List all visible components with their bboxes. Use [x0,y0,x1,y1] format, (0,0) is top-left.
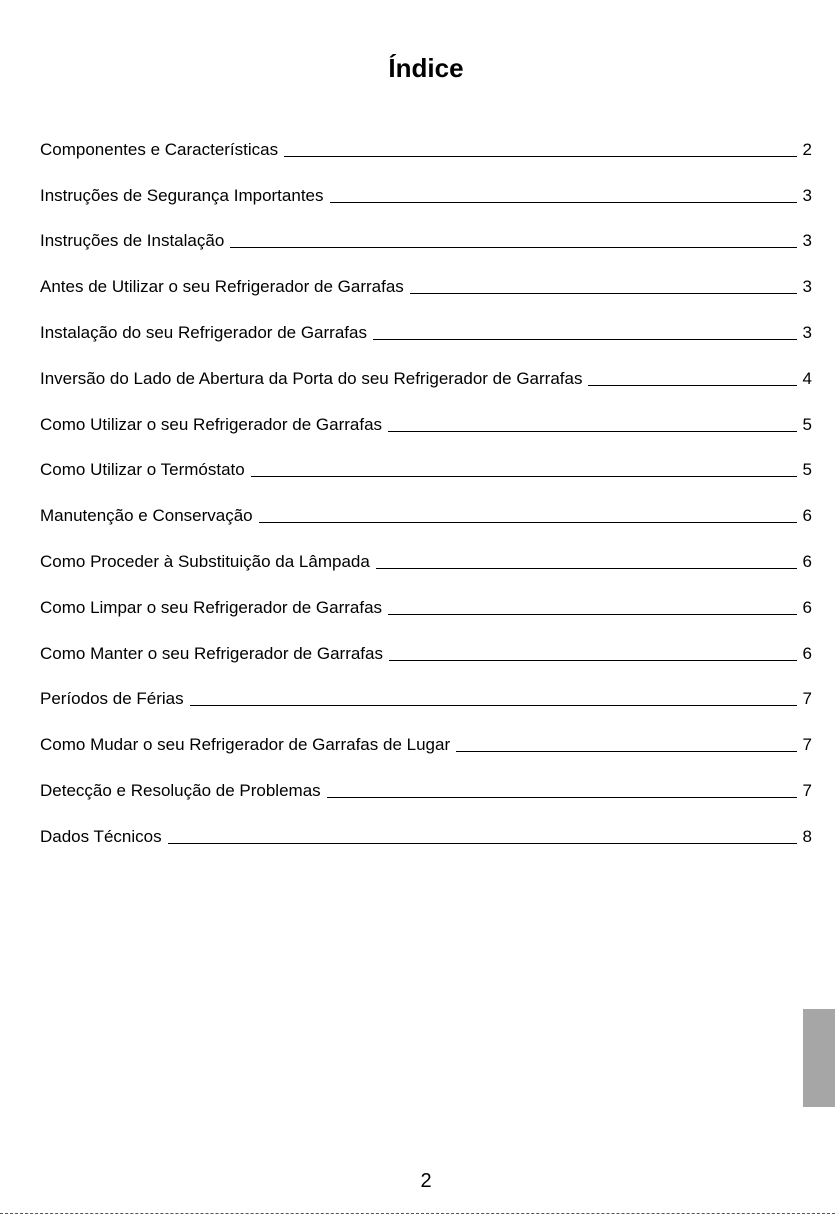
toc-entry-label: Inversão do Lado de Abertura da Porta do seu Refrigerador de Garrafas [40,368,583,388]
section-side-tab [803,1009,835,1107]
toc-entry-label: Manutenção e Conservação [40,506,253,526]
toc-entry-page: 5 [802,460,812,480]
toc-entry-page: 6 [802,506,812,526]
toc-entry-page: 6 [802,643,812,663]
toc-leader-line [388,431,797,432]
toc-leader-line [230,247,797,248]
toc-entry [40,252,812,298]
toc-entry-page: 8 [802,826,812,846]
toc-entry [40,115,812,161]
page-title: Índice [388,53,464,83]
toc-entry-label: Como Proceder à Substituição da Lâmpada [40,551,370,571]
toc-entry [40,161,812,207]
toc-entry [40,390,812,436]
toc-entry-label: Instruções de Instalação [40,231,225,251]
toc-entry-page: 3 [802,231,812,251]
toc-entry [40,756,812,802]
toc-entry-page: 6 [802,597,812,617]
toc-entry-label: Componentes e Características [40,139,279,159]
toc-entry [40,436,812,482]
toc-entry-label: Antes de Utilizar o seu Refrigerador de Garrafas [40,277,404,297]
toc-entry-page: 3 [802,277,812,297]
toc-entry [40,207,812,253]
toc-entry-page: 7 [802,689,812,709]
toc-entry-label: Como Utilizar o seu Refrigerador de Garrafas [40,414,383,434]
bottom-divider [0,1213,835,1214]
toc-entry [40,619,812,665]
toc-entry-page: 2 [802,139,812,159]
toc-leader-line [588,385,797,386]
toc-entry [40,298,812,344]
toc-leader-line [410,293,797,294]
toc-entry-label: Dados Técnicos [40,826,162,846]
toc-entry-page: 7 [802,735,812,755]
toc-leader-line [259,522,797,523]
toc-leader-line [389,660,797,661]
toc-entry-page: 4 [802,368,812,388]
toc-leader-line [376,568,797,569]
toc-entry-label: Como Utilizar o Termóstato [40,460,245,480]
toc-leader-line [373,339,797,340]
toc-entry-label: Como Manter o seu Refrigerador de Garrafas [40,643,383,663]
toc-leader-line [327,797,797,798]
toc-entry-page: 3 [802,185,812,205]
toc-entry-page: 5 [802,414,812,434]
toc-entry [40,481,812,527]
toc-leader-line [168,843,797,844]
toc-entry [40,344,812,390]
toc-entry-page: 6 [802,551,812,571]
toc-entry-label: Instalação do seu Refrigerador de Garrafas [40,322,367,342]
toc-entry [40,527,812,573]
toc-entry-page: 7 [802,780,812,800]
toc-entry-label: Como Mudar o seu Refrigerador de Garrafas de Lugar [40,735,451,755]
toc-entry [40,573,812,619]
toc-entry-label: Instruções de Segurança Importantes [40,185,324,205]
toc-leader-line [388,614,797,615]
toc-entry-label: Detecção e Resolução de Problemas [40,780,321,800]
toc-leader-line [190,705,797,706]
toc-entry [40,710,812,756]
toc-leader-line [284,156,797,157]
page-number: 2 [420,1170,432,1192]
toc-entry-label: Como Limpar o seu Refrigerador de Garrafas [40,597,383,617]
toc-entry-label: Períodos de Férias [40,689,184,709]
table-of-contents [40,115,812,848]
toc-leader-line [330,202,798,203]
toc-entry [40,802,812,848]
toc-leader-line [251,476,797,477]
toc-entry [40,665,812,711]
toc-leader-line [456,751,797,752]
toc-entry-page: 3 [802,322,812,342]
